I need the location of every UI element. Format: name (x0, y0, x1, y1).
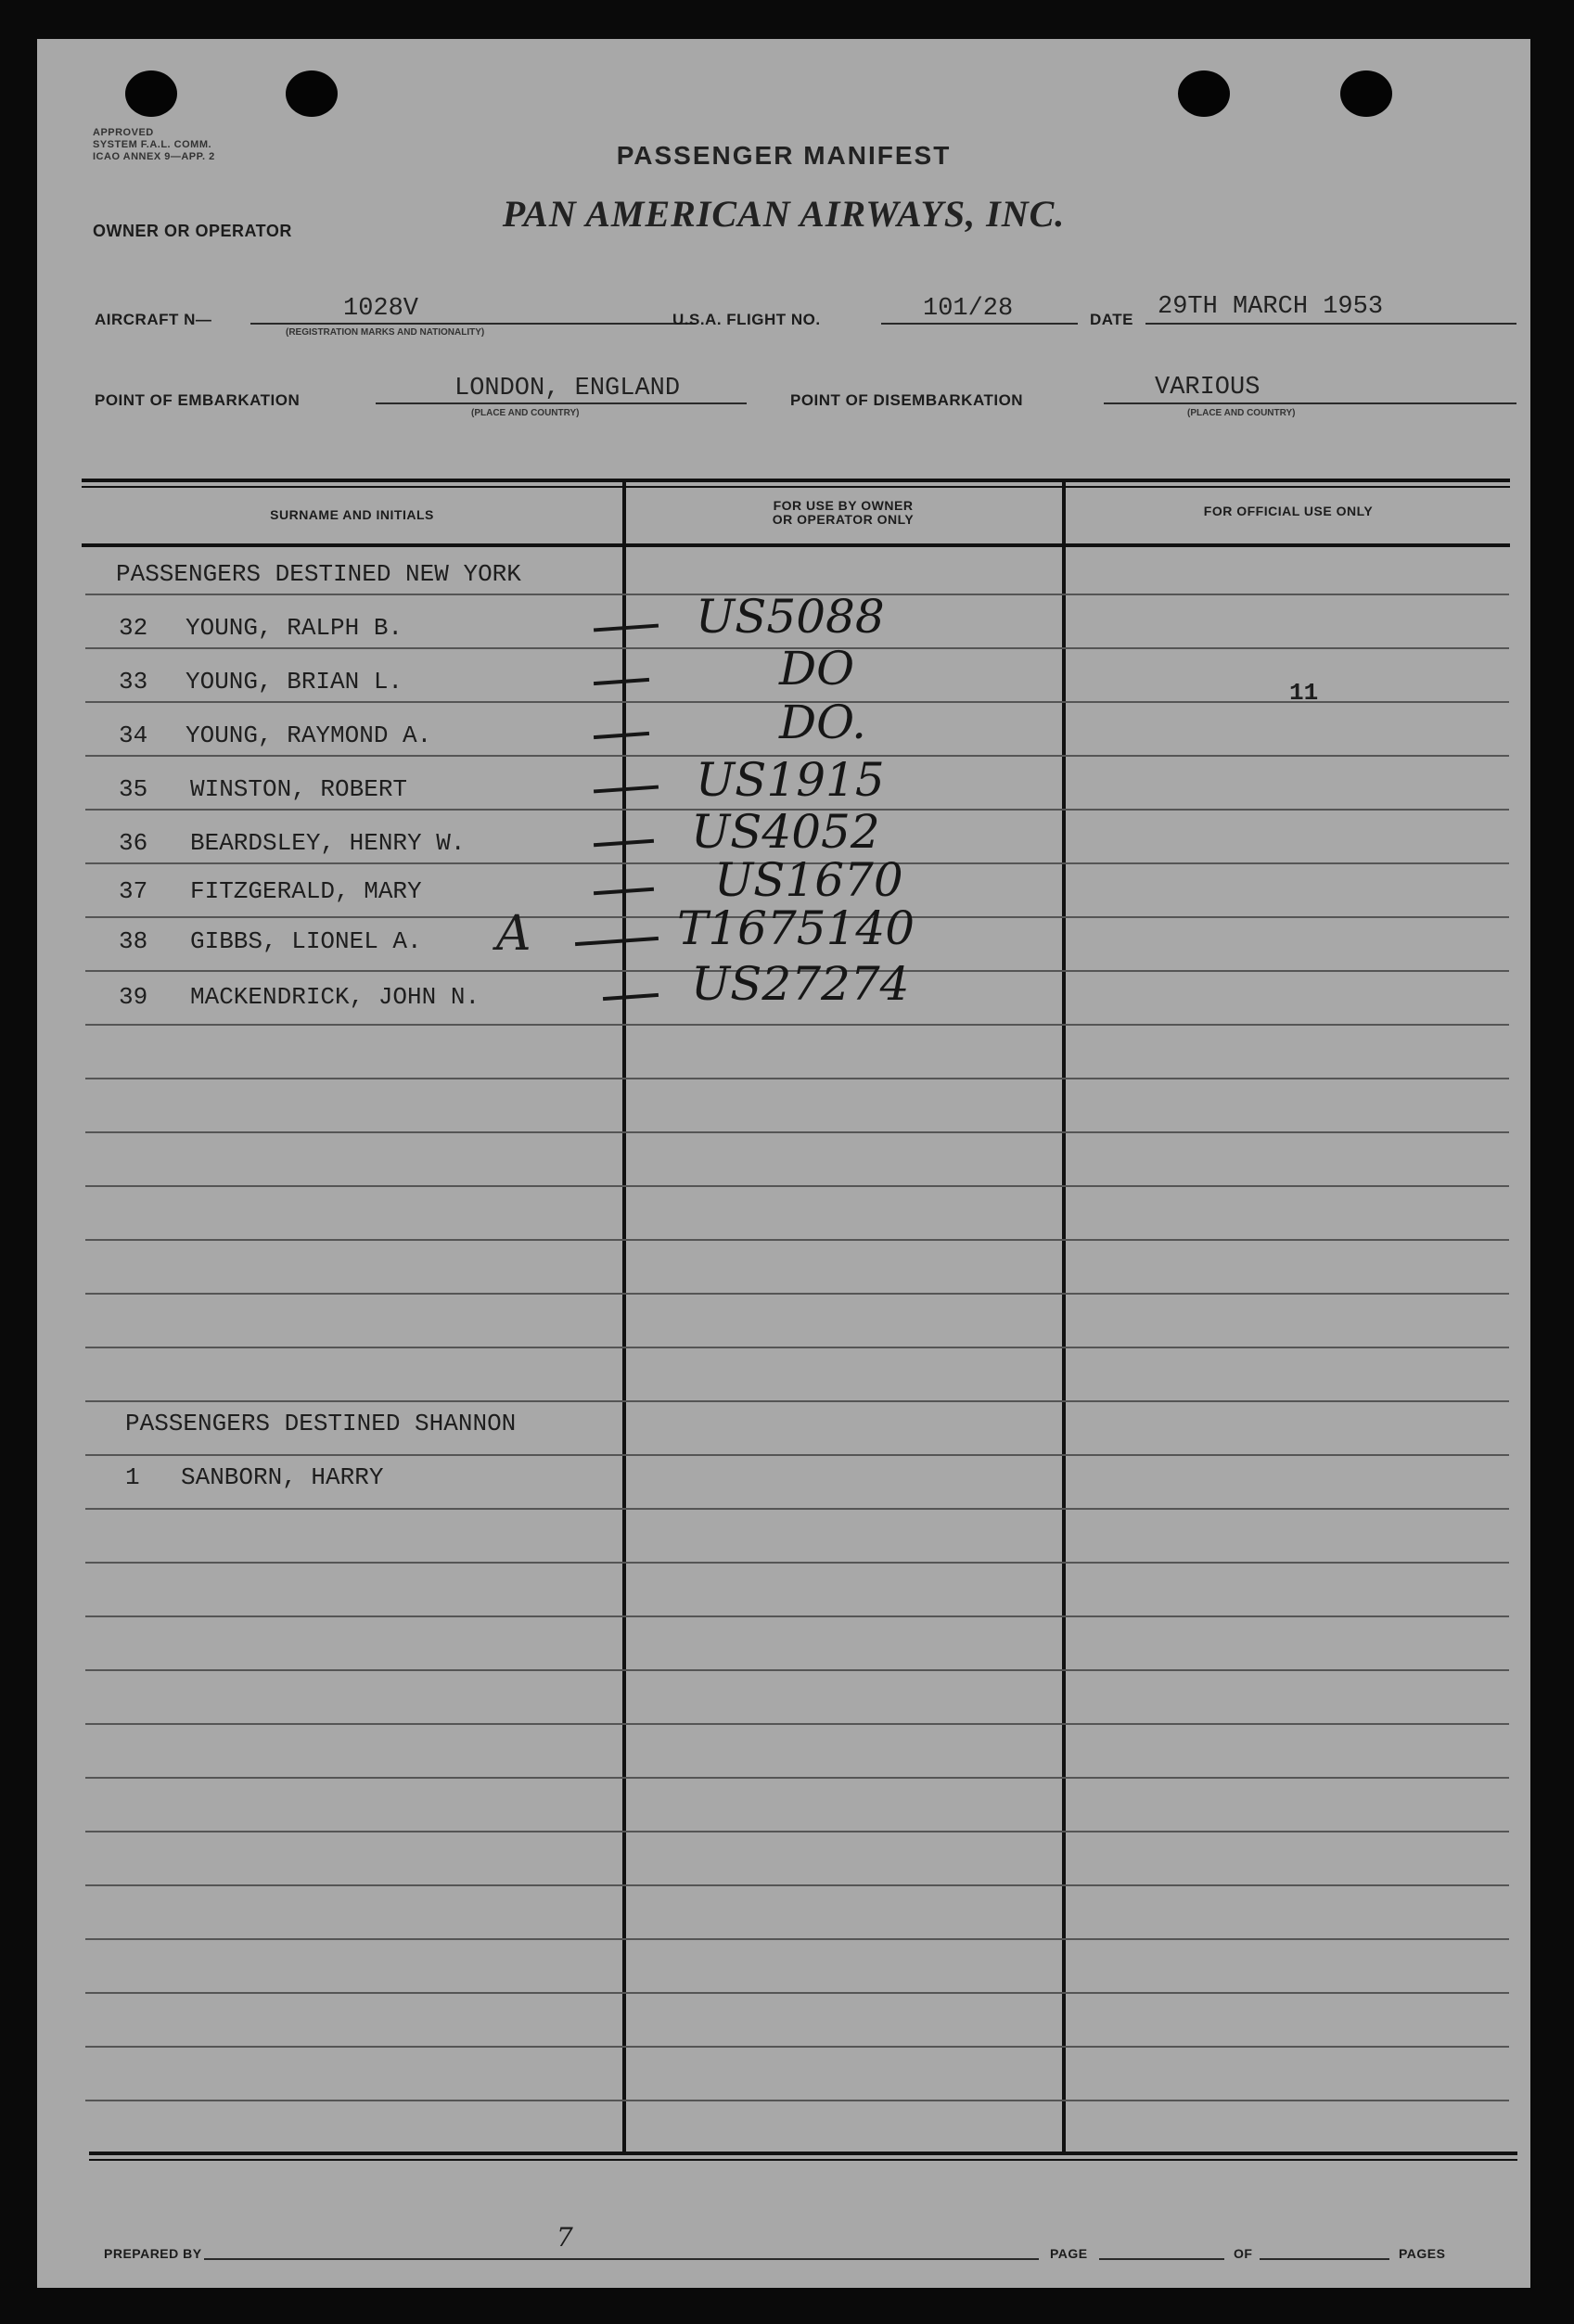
disembark-sublabel: (PLACE AND COUNTRY) (1187, 408, 1296, 418)
disembark-underline (1104, 402, 1516, 404)
passenger-code: T1675140 (677, 901, 915, 955)
column-divider (1062, 482, 1066, 2152)
row-rule (85, 1831, 1509, 1832)
row-rule (85, 1347, 1509, 1348)
passenger-name: MACKENDRICK, JOHN N. (190, 983, 480, 1011)
row-rule (85, 2046, 1509, 2048)
aircraft-sublabel: (REGISTRATION MARKS AND NATIONALITY) (286, 327, 485, 338)
page-underline (1099, 2258, 1224, 2260)
passenger-name: SANBORN, HARRY (181, 1463, 384, 1491)
passenger-number: 35 (119, 775, 148, 803)
row-rule (85, 1562, 1509, 1564)
company-name: PAN AMERICAN AIRWAYS, INC. (502, 193, 1066, 235)
passenger-number: 36 (119, 829, 148, 857)
section-heading-new-york: PASSENGERS DESTINED NEW YORK (116, 560, 521, 588)
passenger-name: YOUNG, BRIAN L. (186, 668, 403, 696)
row-rule (85, 1293, 1509, 1295)
passenger-number: 37 (119, 877, 148, 905)
prepared-by-underline (204, 2258, 1039, 2260)
row-rule (85, 1131, 1509, 1133)
dash-mark (575, 937, 659, 946)
date-label: DATE (1090, 311, 1134, 328)
column-header-owner-line1: FOR USE BY OWNER (773, 498, 914, 513)
row-rule (85, 1938, 1509, 1940)
approval-line: APPROVED (93, 127, 154, 138)
flight-label: U.S.A. FLIGHT NO. (672, 311, 821, 328)
prepared-by-label: PREPARED BY (104, 2246, 202, 2261)
flight-value: 101/28 (923, 295, 1014, 323)
row-rule (85, 1992, 1509, 1994)
aircraft-label: AIRCRAFT N— (95, 311, 212, 328)
passenger-number: 32 (119, 614, 148, 642)
punch-hole (1340, 70, 1392, 117)
row-rule (85, 1508, 1509, 1510)
header-bottom-rule (82, 543, 1510, 547)
passenger-code: US1670 (714, 853, 903, 907)
dash-mark (594, 624, 659, 632)
row-rule (85, 1078, 1509, 1079)
manifest-sheet (37, 39, 1530, 2288)
bottom-mark: 7 (557, 2222, 573, 2253)
pages-label: PAGES (1399, 2246, 1446, 2261)
page-title: PASSENGER MANIFEST (616, 141, 952, 170)
owner-label: OWNER OR OPERATOR (93, 222, 292, 240)
disembark-value: VARIOUS (1155, 374, 1260, 402)
date-underline (1145, 323, 1516, 325)
punch-hole (1178, 70, 1230, 117)
passenger-code: US4052 (691, 805, 880, 859)
dash-mark (603, 993, 659, 1001)
aircraft-underline (250, 323, 696, 325)
passenger-number: 1 (125, 1463, 140, 1491)
passenger-name: YOUNG, RALPH B. (186, 614, 403, 642)
row-rule (85, 2100, 1509, 2101)
gibbs-annotation: A (496, 906, 531, 962)
column-header-surname: SURNAME AND INITIALS (270, 507, 434, 522)
row-rule (85, 1669, 1509, 1671)
dash-mark (594, 785, 659, 794)
passenger-code: DO. (779, 696, 867, 749)
passenger-code: US27274 (691, 957, 910, 1011)
passenger-number: 33 (119, 668, 148, 696)
row-rule (85, 1239, 1509, 1241)
embark-sublabel: (PLACE AND COUNTRY) (471, 408, 580, 418)
page-label: PAGE (1050, 2246, 1088, 2261)
passenger-code: DO (779, 642, 855, 696)
dash-mark (594, 678, 649, 685)
passenger-number: 39 (119, 983, 148, 1011)
passenger-name: YOUNG, RAYMOND A. (186, 721, 432, 749)
passenger-number: 34 (119, 721, 148, 749)
section-heading-shannon: PASSENGERS DESTINED SHANNON (125, 1410, 517, 1437)
passenger-code: US5088 (696, 590, 885, 644)
passenger-name: WINSTON, ROBERT (190, 775, 408, 803)
table-bottom-rule (89, 2159, 1517, 2161)
passenger-name: FITZGERALD, MARY (190, 877, 422, 905)
punch-hole (125, 70, 177, 117)
date-value: 29TH MARCH 1953 (1158, 293, 1384, 321)
row-rule (85, 1185, 1509, 1187)
of-underline (1260, 2258, 1389, 2260)
flight-underline (881, 323, 1078, 325)
embark-value: LONDON, ENGLAND (454, 375, 681, 402)
table-top-rule (82, 479, 1510, 482)
column-header-official: FOR OFFICIAL USE ONLY (1203, 504, 1374, 518)
row-rule (85, 1024, 1509, 1026)
approval-line: ICAO ANNEX 9—APP. 2 (93, 151, 215, 162)
row-rule (85, 1884, 1509, 1886)
table-top-rule (82, 486, 1510, 488)
embark-underline (376, 402, 747, 404)
row-rule (85, 1723, 1509, 1725)
passenger-number: 38 (119, 927, 148, 955)
row-rule (85, 1615, 1509, 1617)
of-label: OF (1234, 2246, 1253, 2261)
column-header-owner-line2: OR OPERATOR ONLY (772, 512, 915, 527)
row-rule (85, 1777, 1509, 1779)
passenger-code: US1915 (696, 753, 885, 807)
punch-hole (286, 70, 338, 117)
official-mark: 11 (1289, 679, 1319, 707)
disembark-label: POINT OF DISEMBARKATION (790, 391, 1024, 409)
row-rule (85, 1400, 1509, 1402)
aircraft-value: 1028V (343, 295, 419, 323)
passenger-name: GIBBS, LIONEL A. (190, 927, 422, 955)
approval-line: SYSTEM F.A.L. COMM. (93, 139, 212, 150)
embark-label: POINT OF EMBARKATION (95, 391, 301, 409)
table-bottom-rule (89, 2152, 1517, 2155)
dash-mark (594, 732, 649, 739)
passenger-name: BEARDSLEY, HENRY W. (190, 829, 466, 857)
row-rule (85, 1454, 1509, 1456)
